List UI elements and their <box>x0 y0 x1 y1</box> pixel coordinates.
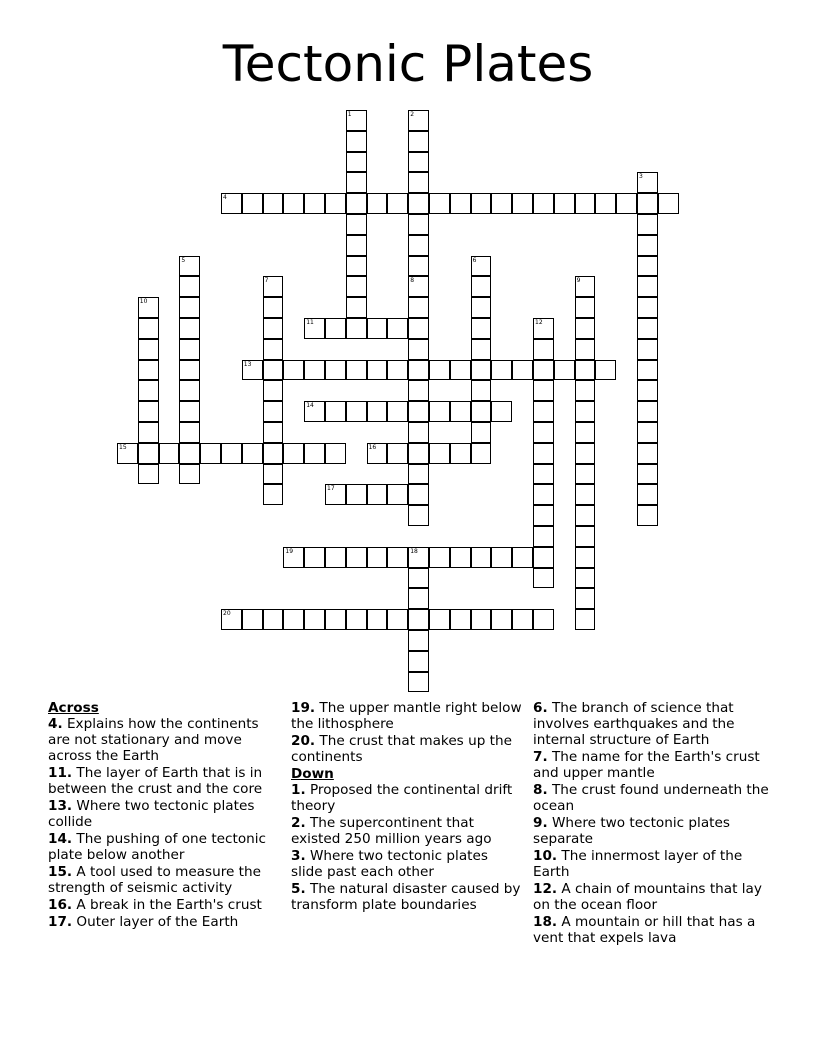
grid-cell[interactable] <box>179 464 200 485</box>
grid-cell[interactable] <box>575 380 596 401</box>
grid-cell[interactable] <box>408 193 429 214</box>
grid-cell[interactable] <box>471 609 492 630</box>
grid-cell[interactable] <box>283 609 304 630</box>
grid-cell[interactable] <box>533 547 554 568</box>
clue-text: The pushing of one tectonic plate below another <box>48 831 267 863</box>
grid-cell[interactable] <box>304 443 325 464</box>
grid-cell[interactable] <box>575 568 596 589</box>
clue-text: The supercontinent that existed 250 million years ago <box>291 815 492 847</box>
grid-cell[interactable] <box>138 422 159 443</box>
across-clue <box>48 798 284 830</box>
grid-cell[interactable] <box>429 193 450 214</box>
grid-cell[interactable] <box>283 443 304 464</box>
clue-label-number: 7. <box>533 749 548 765</box>
grid-cell[interactable] <box>408 380 429 401</box>
grid-cell[interactable] <box>637 318 658 339</box>
grid-cell[interactable] <box>491 193 512 214</box>
grid-cell[interactable] <box>325 547 346 568</box>
down-clue <box>533 749 769 781</box>
clue-label-number: 1. <box>291 782 306 798</box>
grid-cell[interactable] <box>367 484 388 505</box>
across-clue <box>291 733 523 765</box>
grid-cell[interactable] <box>179 256 200 277</box>
across-clue <box>48 716 284 764</box>
grid-cell[interactable] <box>450 193 471 214</box>
clue-label-number: 18. <box>533 914 558 930</box>
down-clue <box>533 848 769 880</box>
grid-cell[interactable] <box>408 568 429 589</box>
grid-cell[interactable] <box>595 360 616 381</box>
grid-cell[interactable] <box>637 276 658 297</box>
grid-cell[interactable] <box>408 360 429 381</box>
clue-number: 17 <box>327 485 335 493</box>
clue-number: 19 <box>285 547 294 555</box>
clue-text: Explains how the continents are not stationary and move across the Earth <box>48 716 259 764</box>
grid-cell[interactable] <box>575 505 596 526</box>
grid-cell[interactable] <box>138 318 159 339</box>
grid-cell[interactable] <box>408 422 429 443</box>
grid-cell[interactable] <box>575 443 596 464</box>
grid-cell[interactable] <box>637 505 658 526</box>
clue-text: The branch of science that involves earthquakes and the internal structure of Earth <box>533 700 735 748</box>
down-clue <box>291 848 523 880</box>
grid-cell[interactable] <box>263 443 284 464</box>
clue-text: The natural disaster caused by transform plate boundaries <box>291 881 521 913</box>
grid-cell[interactable] <box>304 360 325 381</box>
grid-cell[interactable] <box>387 360 408 381</box>
grid-cell[interactable] <box>346 401 367 422</box>
grid-cell[interactable] <box>408 484 429 505</box>
grid-cell[interactable] <box>263 484 284 505</box>
down-heading: Down <box>291 766 334 782</box>
grid-cell[interactable] <box>533 193 554 214</box>
grid-cell[interactable] <box>138 297 159 318</box>
grid-cell[interactable] <box>408 235 429 256</box>
clue-text: Outer layer of the Earth <box>72 914 239 930</box>
grid-cell[interactable] <box>138 401 159 422</box>
clue-text: The upper mantle right below the lithosphere <box>291 700 522 732</box>
page-title: Tectonic Plates <box>222 35 594 93</box>
clue-label-number: 3. <box>291 848 306 864</box>
grid-cell[interactable] <box>471 401 492 422</box>
clue-text: A tool used to measure the strength of seismic activity <box>48 864 261 896</box>
across-clue <box>48 914 284 930</box>
clue-text: The crust found underneath the ocean <box>533 782 769 814</box>
clue-label-number: 4. <box>48 716 63 732</box>
grid-cell[interactable] <box>346 193 367 214</box>
grid-cell[interactable] <box>283 193 304 214</box>
clue-text: Where two tectonic plates slide past each other <box>291 848 488 880</box>
grid-cell[interactable] <box>387 401 408 422</box>
grid-cell[interactable] <box>658 193 679 214</box>
grid-cell[interactable] <box>471 339 492 360</box>
grid-cell[interactable] <box>575 193 596 214</box>
grid-cell[interactable] <box>575 422 596 443</box>
grid-cell[interactable] <box>346 256 367 277</box>
grid-cell[interactable] <box>575 360 596 381</box>
grid-cell[interactable] <box>554 360 575 381</box>
grid-cell[interactable] <box>304 609 325 630</box>
grid-cell[interactable] <box>533 464 554 485</box>
grid-cell[interactable] <box>179 276 200 297</box>
grid-cell[interactable] <box>450 360 471 381</box>
grid-cell[interactable] <box>242 193 263 214</box>
grid-cell[interactable] <box>408 588 429 609</box>
clue-label-number: 15. <box>48 864 73 880</box>
grid-cell[interactable] <box>512 360 533 381</box>
clue-label-number: 5. <box>291 881 306 897</box>
clue-number: 11 <box>306 319 314 326</box>
grid-cell[interactable] <box>533 380 554 401</box>
grid-cell[interactable] <box>346 152 367 173</box>
clue-label-number: 11. <box>48 765 73 781</box>
grid-cell[interactable] <box>471 422 492 443</box>
grid-cell[interactable] <box>408 630 429 651</box>
clue-text: Where two tectonic plates separate <box>533 815 730 847</box>
grid-cell[interactable] <box>346 235 367 256</box>
across-clue <box>48 831 284 863</box>
clue-number: 7 <box>264 277 269 285</box>
grid-cell[interactable] <box>471 380 492 401</box>
clue-label-number: 16. <box>48 897 73 913</box>
grid-cell[interactable] <box>117 443 138 464</box>
grid-cell[interactable] <box>637 380 658 401</box>
grid-cell[interactable] <box>471 297 492 318</box>
grid-cell[interactable] <box>408 172 429 193</box>
grid-cell[interactable] <box>387 609 408 630</box>
grid-cell[interactable] <box>138 339 159 360</box>
grid-cell[interactable] <box>325 360 346 381</box>
grid-cell[interactable] <box>637 360 658 381</box>
grid-cell[interactable] <box>304 193 325 214</box>
clue-text: A mountain or hill that has a vent that expels lava <box>533 914 756 946</box>
clue-number: 20 <box>223 610 231 618</box>
across-clue <box>48 897 284 913</box>
clue-column-2 <box>291 700 523 914</box>
grid-cell[interactable] <box>367 318 388 339</box>
grid-cell[interactable] <box>263 193 284 214</box>
grid-cell[interactable] <box>575 339 596 360</box>
grid-cell[interactable] <box>304 547 325 568</box>
grid-cell[interactable] <box>325 318 346 339</box>
grid-cell[interactable] <box>408 276 429 297</box>
clue-label-number: 14. <box>48 831 73 847</box>
clue-label-number: 19. <box>291 700 316 716</box>
grid-cell[interactable] <box>346 609 367 630</box>
grid-cell[interactable] <box>179 297 200 318</box>
grid-cell[interactable] <box>221 443 242 464</box>
clue-number: 4 <box>223 194 227 202</box>
clue-label-number: 6. <box>533 700 548 716</box>
clue-number: 9 <box>576 277 581 285</box>
grid-cell[interactable] <box>263 297 284 318</box>
grid-cell[interactable] <box>471 276 492 297</box>
grid-cell[interactable] <box>263 609 284 630</box>
clue-number: 10 <box>139 298 148 306</box>
grid-cell[interactable] <box>637 401 658 422</box>
clue-label-number: 10. <box>533 848 558 864</box>
grid-cell[interactable] <box>179 339 200 360</box>
grid-cell[interactable] <box>637 256 658 277</box>
grid-cell[interactable] <box>346 172 367 193</box>
grid-cell[interactable] <box>450 547 471 568</box>
grid-cell[interactable] <box>637 214 658 235</box>
grid-cell[interactable] <box>221 609 242 630</box>
grid-cell[interactable] <box>575 297 596 318</box>
grid-cell[interactable] <box>429 401 450 422</box>
grid-cell[interactable] <box>429 360 450 381</box>
grid-cell[interactable] <box>408 339 429 360</box>
clue-label-number: 20. <box>291 733 316 749</box>
clue-text: The layer of Earth that is in between the crust and the core <box>48 765 263 797</box>
grid-cell[interactable] <box>138 380 159 401</box>
grid-cell[interactable] <box>637 443 658 464</box>
grid-cell[interactable] <box>637 484 658 505</box>
grid-cell[interactable] <box>387 484 408 505</box>
down-clue <box>291 782 523 814</box>
clue-label-number: 17. <box>48 914 73 930</box>
grid-cell[interactable] <box>325 401 346 422</box>
grid-cell[interactable] <box>346 214 367 235</box>
grid-cell[interactable] <box>533 505 554 526</box>
grid-cell[interactable] <box>408 152 429 173</box>
grid-cell[interactable] <box>450 443 471 464</box>
grid-cell[interactable] <box>346 318 367 339</box>
clue-label-number: 12. <box>533 881 558 897</box>
grid-cell[interactable] <box>367 360 388 381</box>
grid-cell[interactable] <box>471 547 492 568</box>
grid-cell[interactable] <box>263 318 284 339</box>
clue-number: 12 <box>535 319 543 326</box>
grid-cell[interactable] <box>179 422 200 443</box>
grid-cell[interactable] <box>533 360 554 381</box>
grid-cell[interactable] <box>408 401 429 422</box>
clue-label-number: 2. <box>291 815 306 831</box>
grid-cell[interactable] <box>325 609 346 630</box>
grid-cell[interactable] <box>637 193 658 214</box>
clue-text: The name for the Earth's crust and upper mantle <box>533 749 760 781</box>
clue-column-1 <box>48 700 284 931</box>
grid-cell[interactable] <box>367 443 388 464</box>
down-clue <box>533 914 769 946</box>
grid-cell[interactable] <box>325 484 346 505</box>
grid-cell[interactable] <box>159 443 180 464</box>
grid-cell[interactable] <box>346 276 367 297</box>
grid-cell[interactable] <box>491 547 512 568</box>
grid-cell[interactable] <box>263 401 284 422</box>
clue-column-3 <box>533 700 769 947</box>
grid-cell[interactable] <box>200 443 221 464</box>
grid-cell[interactable] <box>387 193 408 214</box>
grid-cell[interactable] <box>637 339 658 360</box>
grid-cell[interactable] <box>429 609 450 630</box>
grid-cell[interactable] <box>575 318 596 339</box>
grid-cell[interactable] <box>367 547 388 568</box>
grid-cell[interactable] <box>325 443 346 464</box>
grid-cell[interactable] <box>554 193 575 214</box>
grid-cell[interactable] <box>387 547 408 568</box>
grid-cell[interactable] <box>346 547 367 568</box>
clue-number: 14 <box>306 402 314 410</box>
grid-cell[interactable] <box>575 588 596 609</box>
grid-cell[interactable] <box>346 297 367 318</box>
clue-number: 18 <box>410 547 418 555</box>
grid-cell[interactable] <box>575 484 596 505</box>
clue-number: 3 <box>639 173 643 181</box>
grid-cell[interactable] <box>263 339 284 360</box>
grid-cell[interactable] <box>367 193 388 214</box>
grid-cell[interactable] <box>533 484 554 505</box>
clue-label-number: 13. <box>48 798 73 814</box>
grid-cell[interactable] <box>533 318 554 339</box>
grid-cell[interactable] <box>533 339 554 360</box>
grid-cell[interactable] <box>491 401 512 422</box>
grid-cell[interactable] <box>575 276 596 297</box>
grid-cell[interactable] <box>429 443 450 464</box>
grid-cell[interactable] <box>491 609 512 630</box>
grid-cell[interactable] <box>533 526 554 547</box>
grid-cell[interactable] <box>325 193 346 214</box>
grid-cell[interactable] <box>138 443 159 464</box>
grid-cell[interactable] <box>263 422 284 443</box>
grid-cell[interactable] <box>450 609 471 630</box>
clue-text: Where two tectonic plates collide <box>48 798 255 830</box>
clue-number: 5 <box>181 256 186 264</box>
down-clue <box>291 815 523 847</box>
grid-cell[interactable] <box>408 110 429 131</box>
clue-number: 16 <box>368 443 377 451</box>
grid-cell[interactable] <box>408 609 429 630</box>
clue-number: 6 <box>472 256 477 264</box>
grid-cell[interactable] <box>304 401 325 422</box>
clue-text: A break in the Earth's crust <box>72 897 262 913</box>
grid-cell[interactable] <box>179 318 200 339</box>
grid-cell[interactable] <box>387 318 408 339</box>
grid-cell[interactable] <box>450 401 471 422</box>
grid-cell[interactable] <box>263 380 284 401</box>
grid-cell[interactable] <box>471 443 492 464</box>
clue-number: 8 <box>410 277 415 285</box>
grid-cell[interactable] <box>512 547 533 568</box>
grid-cell[interactable] <box>242 360 263 381</box>
grid-cell[interactable] <box>491 360 512 381</box>
down-clue <box>291 881 523 913</box>
grid-cell[interactable] <box>304 318 325 339</box>
grid-cell[interactable] <box>637 297 658 318</box>
grid-cell[interactable] <box>471 256 492 277</box>
grid-cell[interactable] <box>283 547 304 568</box>
grid-cell[interactable] <box>575 547 596 568</box>
grid-cell[interactable] <box>408 505 429 526</box>
grid-cell[interactable] <box>263 464 284 485</box>
grid-cell[interactable] <box>387 443 408 464</box>
grid-cell[interactable] <box>242 443 263 464</box>
grid-cell[interactable] <box>595 193 616 214</box>
grid-cell[interactable] <box>367 609 388 630</box>
grid-cell[interactable] <box>471 360 492 381</box>
grid-cell[interactable] <box>408 297 429 318</box>
grid-cell[interactable] <box>408 214 429 235</box>
grid-cell[interactable] <box>408 318 429 339</box>
across-clue <box>291 700 523 732</box>
grid-cell[interactable] <box>471 193 492 214</box>
grid-cell[interactable] <box>616 193 637 214</box>
clue-number: 13 <box>243 360 252 368</box>
grid-cell[interactable] <box>367 401 388 422</box>
across-heading: Across <box>48 700 99 716</box>
grid-cell[interactable] <box>533 568 554 589</box>
grid-cell[interactable] <box>637 235 658 256</box>
grid-cell[interactable] <box>512 193 533 214</box>
grid-cell[interactable] <box>533 609 554 630</box>
grid-cell[interactable] <box>263 276 284 297</box>
grid-cell[interactable] <box>346 110 367 131</box>
grid-cell[interactable] <box>138 464 159 485</box>
grid-cell[interactable] <box>179 443 200 464</box>
grid-cell[interactable] <box>346 131 367 152</box>
grid-cell[interactable] <box>179 380 200 401</box>
grid-cell[interactable] <box>408 672 429 693</box>
grid-cell[interactable] <box>575 464 596 485</box>
grid-cell[interactable] <box>575 609 596 630</box>
clue-number: 15 <box>119 443 127 451</box>
grid-cell[interactable] <box>283 360 304 381</box>
grid-cell[interactable] <box>533 401 554 422</box>
across-clue <box>48 765 284 797</box>
grid-cell[interactable] <box>408 547 429 568</box>
grid-cell[interactable] <box>179 360 200 381</box>
clue-number: 2 <box>410 111 415 118</box>
grid-cell[interactable] <box>138 360 159 381</box>
grid-cell[interactable] <box>242 609 263 630</box>
grid-cell[interactable] <box>346 484 367 505</box>
clue-text: The crust that makes up the continents <box>291 733 512 765</box>
clue-text: Proposed the continental drift theory <box>291 782 513 814</box>
clue-text: The innermost layer of the Earth <box>533 848 743 880</box>
clue-number: 1 <box>347 111 352 118</box>
clue-text: A chain of mountains that lay on the ocean floor <box>533 881 762 913</box>
across-clue <box>48 864 284 896</box>
grid-cell[interactable] <box>408 464 429 485</box>
grid-cell[interactable] <box>346 360 367 381</box>
grid-cell[interactable] <box>637 464 658 485</box>
grid-cell[interactable] <box>533 443 554 464</box>
grid-cell[interactable] <box>429 547 450 568</box>
down-clue <box>533 700 769 748</box>
grid-cell[interactable] <box>179 401 200 422</box>
grid-cell[interactable] <box>575 526 596 547</box>
clue-label-number: 9. <box>533 815 548 831</box>
grid-cell[interactable] <box>408 443 429 464</box>
grid-cell[interactable] <box>221 193 242 214</box>
grid-cell[interactable] <box>408 256 429 277</box>
grid-cell[interactable] <box>575 401 596 422</box>
clue-label-number: 8. <box>533 782 548 798</box>
grid-cell[interactable] <box>408 131 429 152</box>
grid-cell[interactable] <box>637 172 658 193</box>
grid-cell[interactable] <box>512 609 533 630</box>
grid-cell[interactable] <box>263 360 284 381</box>
grid-cell[interactable] <box>471 318 492 339</box>
down-clue <box>533 815 769 847</box>
grid-cell[interactable] <box>408 651 429 672</box>
grid-cell[interactable] <box>637 422 658 443</box>
grid-cell[interactable] <box>533 422 554 443</box>
down-clue <box>533 782 769 814</box>
down-clue <box>533 881 769 913</box>
